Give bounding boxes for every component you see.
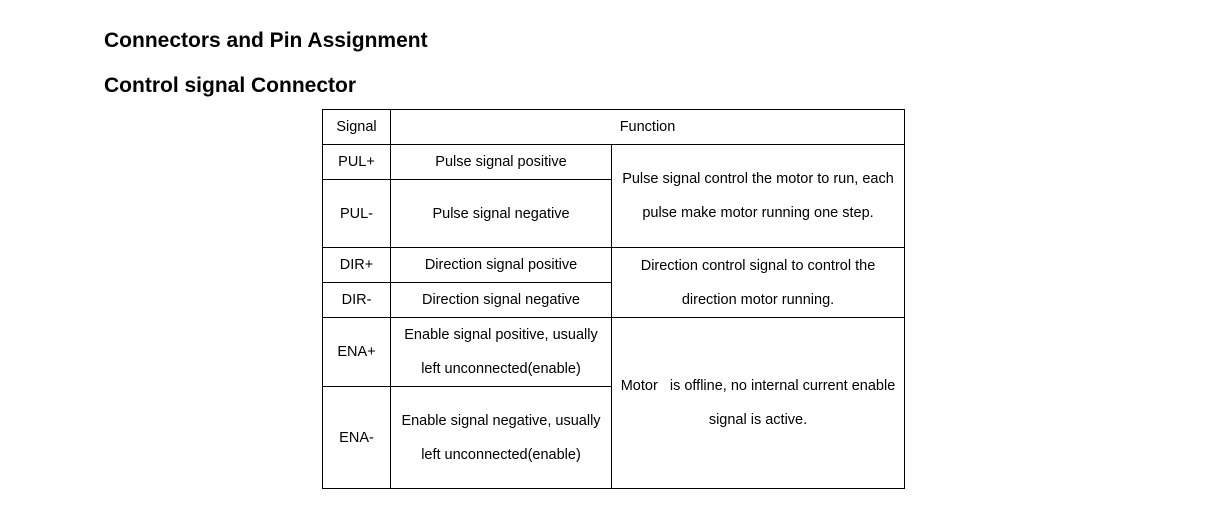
header-signal: Signal [323,110,391,145]
signal-cell: DIR+ [323,248,391,283]
function-cell-direction: Direction control signal to control the direction motor running. [612,248,905,318]
signal-cell: PUL- [323,180,391,248]
pin-assignment-table [322,109,905,489]
signal-cell: ENA+ [323,318,391,387]
section-heading: Control signal Connector [104,74,356,97]
signal-cell: DIR- [323,283,391,318]
function-cell-enable: Motor is offline, no internal current enable signal is active. [612,318,905,489]
description-cell: Direction signal positive [391,248,612,283]
description-cell: Enable signal positive, usually left unconnected(enable) [391,318,612,387]
signal-cell: PUL+ [323,145,391,180]
description-cell: Enable signal negative, usually left unconnected(enable) [391,387,612,489]
table-row [323,145,905,180]
table-row [323,318,905,387]
description-cell: Direction signal negative [391,283,612,318]
function-cell-pulse: Pulse signal control the motor to run, each pulse make motor running one step. [612,145,905,248]
table-row [323,248,905,283]
page-heading: Connectors and Pin Assignment [104,29,428,52]
header-function: Function [391,110,905,145]
description-cell: Pulse signal positive [391,145,612,180]
signal-cell: ENA- [323,387,391,489]
table-header-row [323,110,905,145]
description-cell: Pulse signal negative [391,180,612,248]
